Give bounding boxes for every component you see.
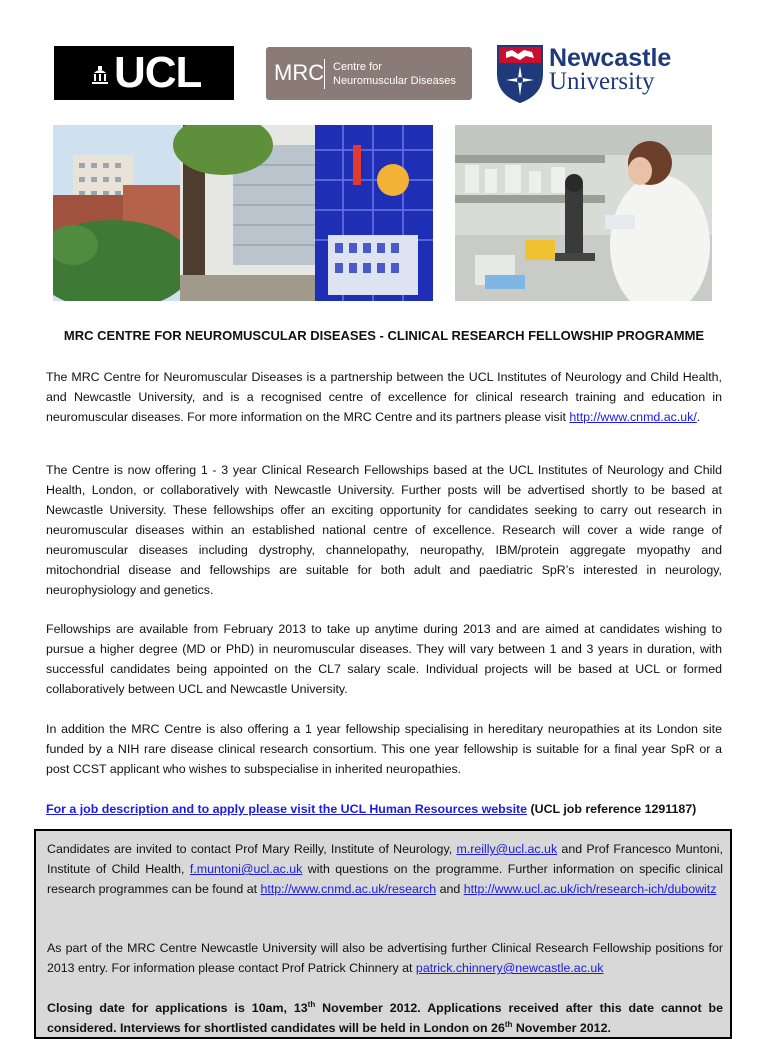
email-reilly-link[interactable]: m.reilly@ucl.ac.uk: [456, 842, 558, 856]
closing-sup-2: th: [504, 1019, 513, 1029]
mrc-logo-divider: [324, 59, 325, 89]
contact-text-2: and Prof Francesco Muntoni, Institute of Child Health,: [47, 842, 723, 876]
newcastle-shield-icon: [496, 44, 544, 104]
contact-info-box: [34, 829, 732, 1039]
email-muntoni-link[interactable]: f.muntoni@ucl.ac.uk: [189, 862, 303, 876]
laboratory-photo: [455, 125, 712, 301]
contact-text-1: Candidates are invited to contact Prof Mary Reilly, Institute of Neurology,: [47, 842, 457, 856]
job-reference: (UCL job reference 1291187): [527, 802, 697, 816]
closing-text-1: Closing date for applications is 10am, 13: [47, 1001, 308, 1015]
closing-text-2: November 2012. Applications received after this date cannot be considered. Interviews for shortlisted candidates will be held in London on 26: [47, 1001, 724, 1035]
closing-date-paragraph: [47, 998, 723, 1038]
newcastle-paragraph: [47, 938, 723, 978]
newcastle-logo-line2: University: [549, 68, 655, 95]
contact-paragraph: [47, 839, 723, 899]
newcastle-logo-line1: Newcastle: [549, 44, 672, 72]
dubowitz-research-link[interactable]: http://www.ucl.ac.uk/ich/research-ich/dubowitz: [463, 882, 717, 896]
cnmd-research-link[interactable]: http://www.cnmd.ac.uk/research: [260, 882, 437, 896]
ucl-logo: [54, 46, 234, 100]
neuropathy-fellowship-paragraph: In addition the MRC Centre is also offering a 1 year fellowship specialising in hereditary neuropathies at its London site funded by a NIH rare disease clinical research consortium. This one year fellowship is suitable for a final year SpR or a post CCST applicant who wishes to subspecialise in inherited neuropathies.: [46, 722, 722, 776]
email-chinnery-link[interactable]: patrick.chinnery@newcastle.ac.uk: [415, 961, 604, 975]
ucl-portico-icon: [92, 66, 108, 84]
page-title: MRC CENTRE FOR NEUROMUSCULAR DISEASES - CLINICAL RESEARCH FELLOWSHIP PROGRAMME: [63, 328, 705, 343]
intro-text: The MRC Centre for Neuromuscular Diseases is a partnership between the UCL Institutes of Neurology and Child Health, and Newcastle University, and is a recognised centre of excellence for clinical research training and education in neuromuscular diseases. For more information on the MRC Centre and its partners please visit: [46, 370, 722, 424]
intro-period: .: [696, 410, 701, 424]
closing-sup-1: th: [307, 999, 316, 1009]
campus-photo-collage: [53, 125, 433, 301]
mrc-logo-abbr: MRC: [274, 60, 325, 85]
contact-text-4: and: [436, 882, 464, 896]
intro-paragraph: [46, 367, 722, 427]
ucl-logo-text: UCL: [114, 48, 202, 97]
cnmd-website-link[interactable]: http://www.cnmd.ac.uk/: [569, 410, 697, 424]
newcastle-text: As part of the MRC Centre Newcastle University will also be advertising further Clinical Research Fellowship positions for 2013 entry. For information please contact Prof Patrick Chinnery at: [47, 941, 723, 975]
fellowship-offer-paragraph: The Centre is now offering 1 - 3 year Clinical Research Fellowships based at the UCL Institutes of Neurology and Child Health, London, or collaboratively with Newcastle University. Further posts will be advertised shortly to be based at Newcastle University. These fellowships offer an exciting opportunity for candidates seeking to carry out research in neuromuscular diseases within an established national centre of excellence. Research will cover a wide range of neuromuscular diseases including dystrophy, channelopathy, neuropathy, IBM/protein aggregate myopathy and mitochondrial disease and fellowships are suitable for both adult and paediatric SpR’s interested in neurology, neurophysiology and genetics.: [46, 463, 722, 597]
newcastle-logo: [496, 44, 676, 106]
closing-text-3: November 2012.: [512, 1021, 611, 1035]
fellowship-availability-paragraph: Fellowships are available from February 2013 to take up anytime during 2013 and are aimed at candidates wishing to pursue a higher degree (MD or PhD) in neuromuscular diseases. They will vary between 1 and 3 years in duration, with successful candidates being appointed on the CL7 salary scale. Individual projects will be based at UCL or formed collaboratively between UCL and Newcastle University.: [46, 622, 722, 696]
ucl-hr-apply-link[interactable]: For a job description and to apply please visit the UCL Human Resources website: [46, 802, 528, 816]
mrc-logo-line1: Centre for: [333, 61, 382, 73]
contact-text-3: with questions on the programme. Further information on specific clinical research programmes can be found at: [47, 862, 723, 896]
mrc-logo: [266, 47, 472, 100]
mrc-logo-line2: Neuromuscular Diseases: [333, 75, 456, 87]
apply-line: [46, 799, 696, 819]
